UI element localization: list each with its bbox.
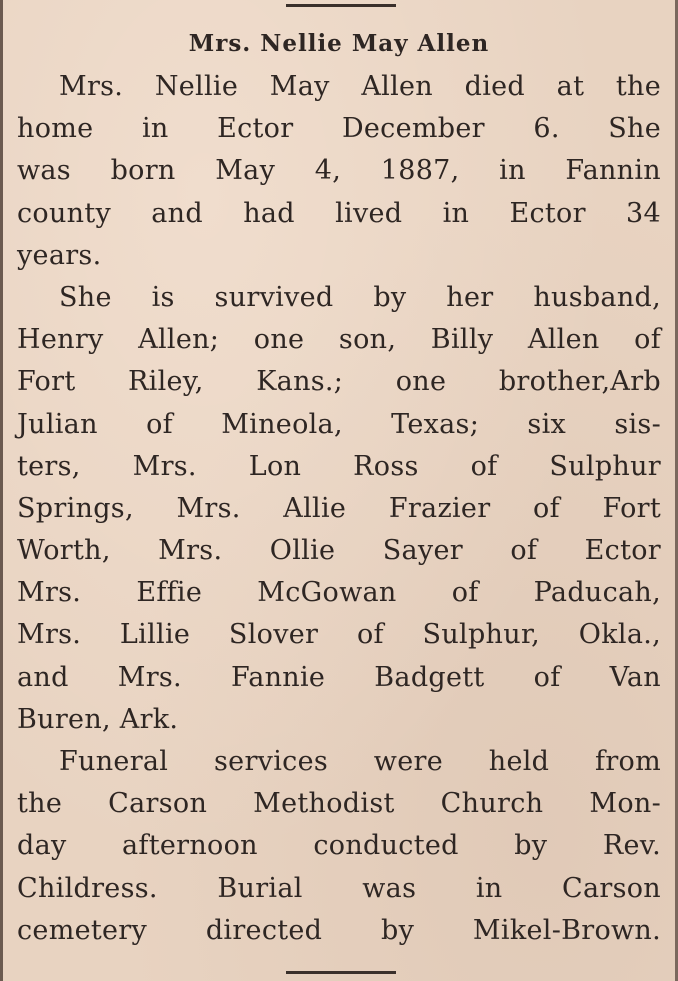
text-line: Funeral services were held from: [59, 746, 661, 777]
text-line: Mrs. Effie McGowan of Paducah,: [17, 577, 661, 609]
text-line: years.: [17, 239, 102, 271]
text-line: Childress. Burial was in Carson: [17, 872, 661, 904]
clipping-left-edge: [0, 0, 3, 981]
text-line: Mrs. Lillie Slover of Sulphur, Okla.,: [17, 619, 661, 651]
text-line: and Mrs. Fannie Badgett of Van: [17, 661, 661, 693]
text-line: Mrs. Nellie May Allen died at the: [59, 71, 661, 102]
text-line: Julian of Mineola, Texas; six sis-: [17, 408, 661, 440]
bottom-divider-rule: [286, 971, 396, 974]
text-line: day afternoon conducted by Rev.: [17, 830, 661, 862]
text-line: ters, Mrs. Lon Ross of Sulphur: [17, 450, 661, 482]
text-line: She is survived by her husband,: [59, 281, 661, 313]
text-line: Buren, Ark.: [17, 703, 179, 735]
text-line: Worth, Mrs. Ollie Sayer of Ector: [17, 535, 661, 567]
text-line: Fort Riley, Kans.; one brother,Arb: [17, 366, 661, 398]
text-line: the Carson Methodist Church Mon-: [17, 788, 661, 820]
obituary-headline: Mrs. Nellie May Allen: [188, 30, 490, 57]
text-line: Springs, Mrs. Allie Frazier of Fort: [17, 492, 661, 524]
text-line: was born May 4, 1887, in Fannin: [17, 155, 661, 187]
text-line: home in Ector December 6. She: [17, 113, 661, 145]
text-line: cemetery directed by Mikel-Brown.: [17, 914, 661, 946]
text-line: county and had lived in Ector 34: [17, 197, 661, 229]
text-line: Henry Allen; one son, Billy Allen of: [17, 324, 661, 356]
obituary-body: [17, 66, 661, 952]
top-divider-rule: [286, 4, 396, 7]
